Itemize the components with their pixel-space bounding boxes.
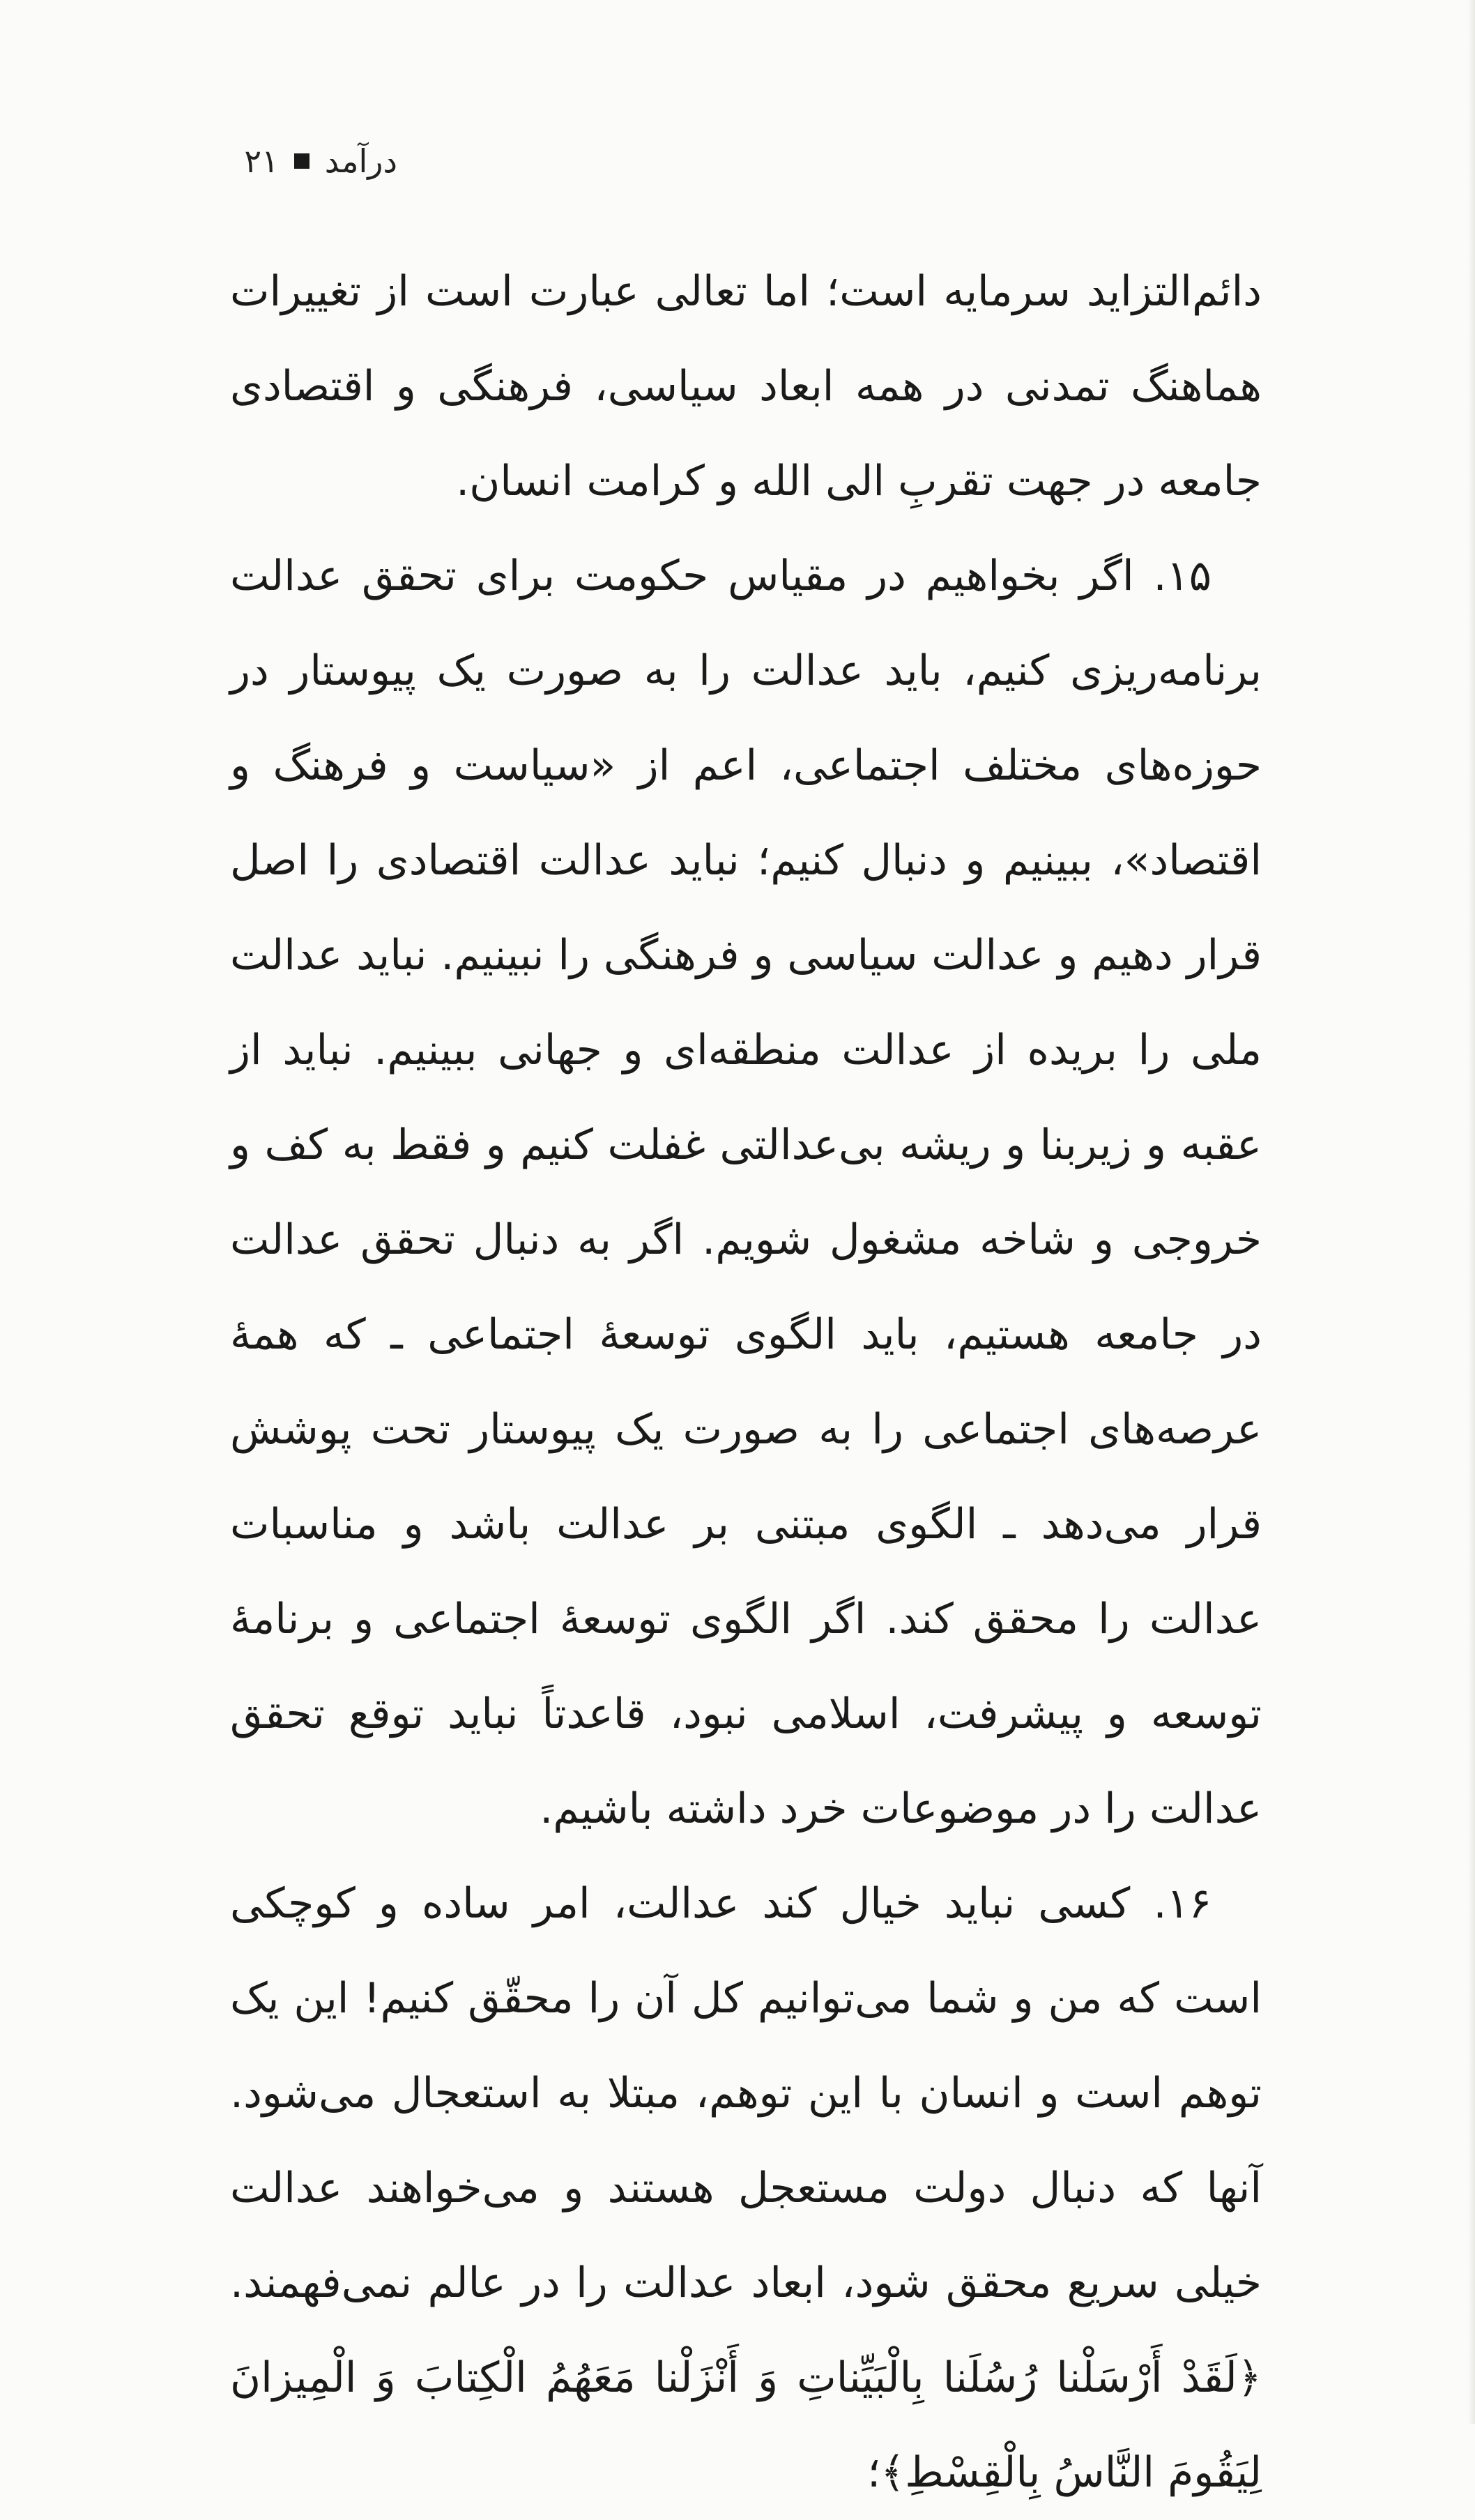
quran-verse: ﴿لَقَدْ أَرْسَلْنا رُسُلَنا بِالْبَيِّناتِ وَ أَنْزَلْنا مَعَهُمُ الْكِتابَ وَ الْمِيزانَ لِيَقُومَ النَّاسُ بِالْقِسْطِ﴾؛ <box>230 2353 1262 2497</box>
page-number: ۲۱ <box>244 142 279 180</box>
paragraph-continued: دائم‌التزاید سرمایه است؛ اما تعالی عبارت است از تغییرات هماهنگ تمدنی در همه ابعاد سیاسی، فرهنگی و اقتصادی جامعه در جهت تقربِ الی الله و کرامت انسان. <box>230 267 1262 506</box>
paragraph-16-text: ۱۶. کسی نباید خیال کند عدالت، امر ساده و کوچکی است که من و شما می‌توانیم کل آن را محقّق کنیم! این یک توهم است و انسان با این توهم، مبتلا به استعجال می‌شود. آنها که دنبال دولت مستعجل هستند و می‌خواهند عدالت خیلی سریع محقق شود، ابعاد عدالت را در عالم نمی‌فهمند. <box>230 1879 1262 2307</box>
paragraph-16 <box>230 1856 1262 2520</box>
body-text <box>230 244 1262 2520</box>
chapter-title: درآمد <box>324 142 397 180</box>
page-edge-shadow <box>1468 0 1475 2424</box>
running-head <box>216 137 397 185</box>
square-bullet-icon <box>294 153 309 169</box>
paragraph-15: ۱۵. اگر بخواهیم در مقیاس حکومت برای تحقق عدالت برنامه‌ریزی کنیم، باید عدالت را به صورت یک پیوستار در حوزه‌های مختلف اجتماعی، اعم از «سیاست و فرهنگ و اقتصاد»، ببینیم و دنبال کنیم؛ نباید عدالت اقتصادی را اصل قرار دهیم و عدالت سیاسی و فرهنگی را نبینیم. نباید عدالت ملی را بریده از عدالت منطقه‌ای و جهانی ببینیم. نباید از عقبه و زیربنا و ریشه بی‌عدالتی غفلت کنیم و فقط به کف و خروجی و شاخه مشغول شویم. اگر به دنبال تحقق عدالت در جامعه هستیم، باید الگوی توسعهٔ اجتماعی ـ که همهٔ عرصه‌های اجتماعی را به صورت یک پیوستار تحت پوشش قرار می‌دهد ـ الگوی مبتنی بر عدالت باشد و مناسبات عدالت را محقق کند. اگر الگوی توسعهٔ اجتماعی و برنامهٔ توسعه و پیشرفت، اسلامی نبود، قاعدتاً نباید توقع تحقق عدالت را در موضوعات خرد داشته باشیم. <box>230 552 1262 1833</box>
